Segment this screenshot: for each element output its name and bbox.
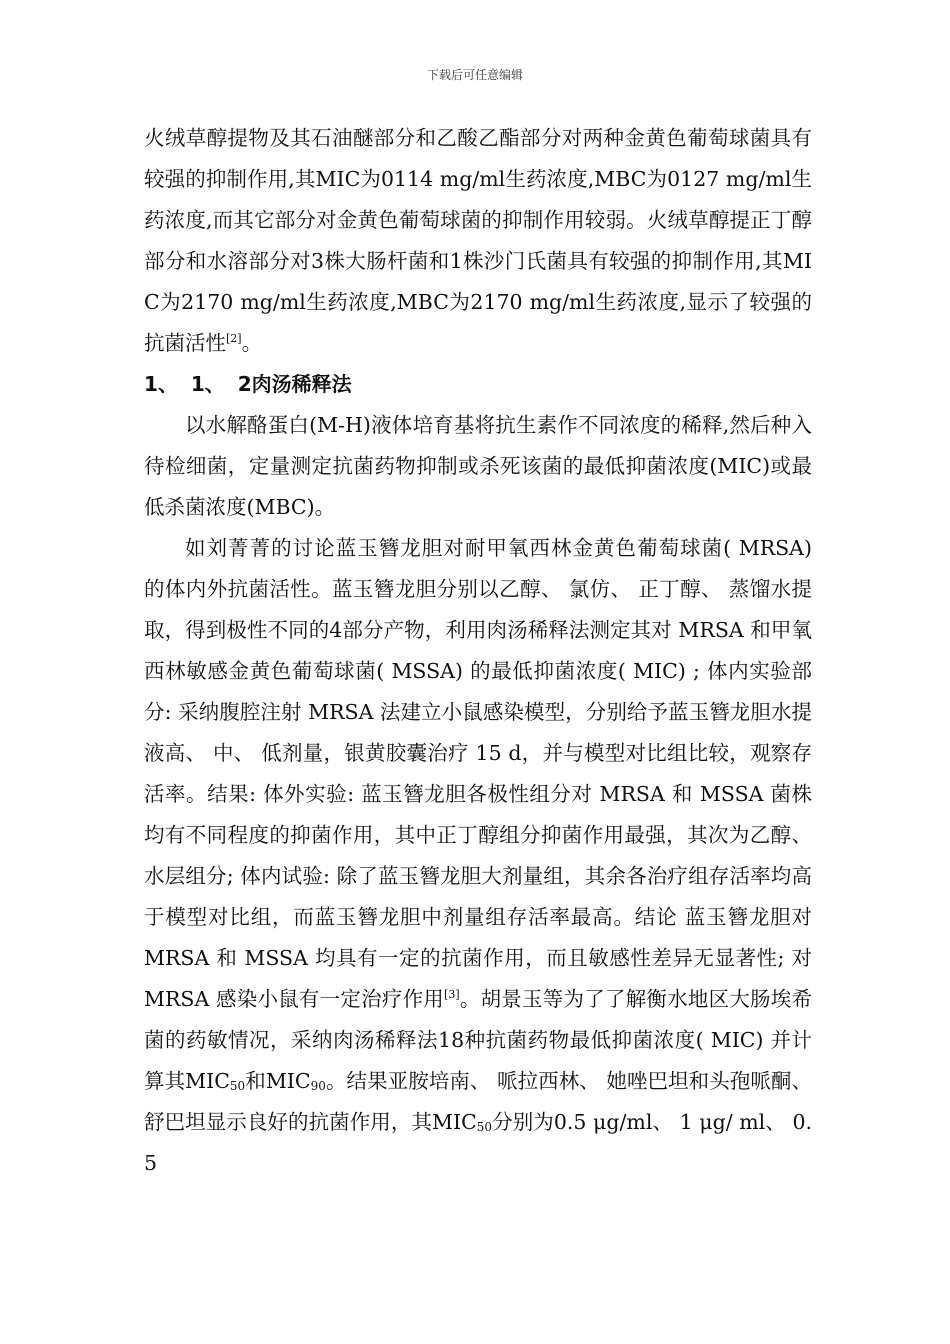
citation-ref-2: [2]	[226, 332, 242, 346]
mic50-subscript-2: 50	[476, 1120, 493, 1134]
paragraph-leontopodium-antibacterial	[144, 118, 812, 364]
paragraph-text-b: 。胡景玉等为了了解衡水地区大肠埃希菌的药敏情况，采纳肉汤稀释法18种抗菌药物最低抑菌浓度( MIC) 并计算其MIC	[144, 987, 812, 1093]
paragraph-broth-dilution-method: 以水解酪蛋白(M-H)液体培育基将抗生素作不同浓度的稀释,然后种入待检细菌，定量测定抗菌药物抑制或杀死该菌的最低抑菌浓度(MIC)或最低杀菌浓度(MBC)。	[144, 413, 812, 519]
mic90-subscript: 90	[310, 1079, 326, 1093]
paragraph-mrsa-study	[144, 528, 812, 1184]
document-body	[144, 118, 812, 1184]
paragraph-text-e: 分别为0.5 μg/ml、 1 μg/ ml、 0.5	[144, 1110, 812, 1175]
paragraph-text-c: 和MIC	[245, 1069, 311, 1093]
paragraph-text: 火绒草醇提物及其石油醚部分和乙酸乙酯部分对两种金黄色葡萄球菌具有较强的抑制作用,其MIC为0114 mg/ml生药浓度,MBC为0127 mg/ml生药浓度,而其它部分对金黄色葡萄球菌的抑制作用较弱。火绒草醇提正丁醇部分和水溶部分对3株大肠杆菌和1株沙门氏菌具有较强的抑制作用,其MIC为2170 mg/ml生药浓度,MBC为2170 mg/ml生药浓度,显示了较强的抗菌活性	[144, 126, 812, 355]
page-header: 下载后可任意编辑	[426, 68, 523, 82]
paragraph-end: 。	[241, 331, 263, 355]
mic50-subscript: 50	[229, 1079, 246, 1093]
paragraph-text-d: 。结果亚胺培南、 哌拉西林、 她唑巴坦和头孢哌酮、 舒巴坦显示良好的抗菌作用，其MIC	[144, 1069, 812, 1134]
section-heading-broth-dilution: 1、 1、 2肉汤稀释法	[144, 372, 352, 396]
paragraph-text-a: 如刘菁菁的讨论蓝玉簪龙胆对耐甲氧西林金黄色葡萄球菌( MRSA) 的体内外抗菌活性。蓝玉簪龙胆分别以乙醇、 氯仿、 正丁醇、 蒸馏水提取，得到极性不同的4部分产物，利用肉汤稀释法测定其对 MRSA 和甲氧西林敏感金黄色葡萄球菌( MSSA) 的最低抑菌浓度( MIC) ; 体内实验部分: 采纳腹腔注射 MRSA 法建立小鼠感染模型，分别给予蓝玉簪龙胆水提液高、 中、 低剂量，银黄胶囊治疗 15 d，并与模型对比组比较，观察存活率。结果: 体外实验: 蓝玉簪龙胆各极性组分对 MRSA 和 MSSA 菌株均有不同程度的抑菌作用，其中正丁醇组分抑菌作用最强，其次为乙醇、 水层组分; 体内试验: 除了蓝玉簪龙胆大剂量组，其余各治疗组存活率均高于模型对比组，而蓝玉簪龙胆中剂量组存活率最高。结论 蓝玉簪龙胆对 MRSA 和 MSSA 均具有一定的抗菌作用，而且敏感性差异无显著性; 对 MRSA 感染小鼠有一定治疗作用	[144, 536, 812, 1011]
citation-ref-3: [3]	[444, 988, 460, 1002]
